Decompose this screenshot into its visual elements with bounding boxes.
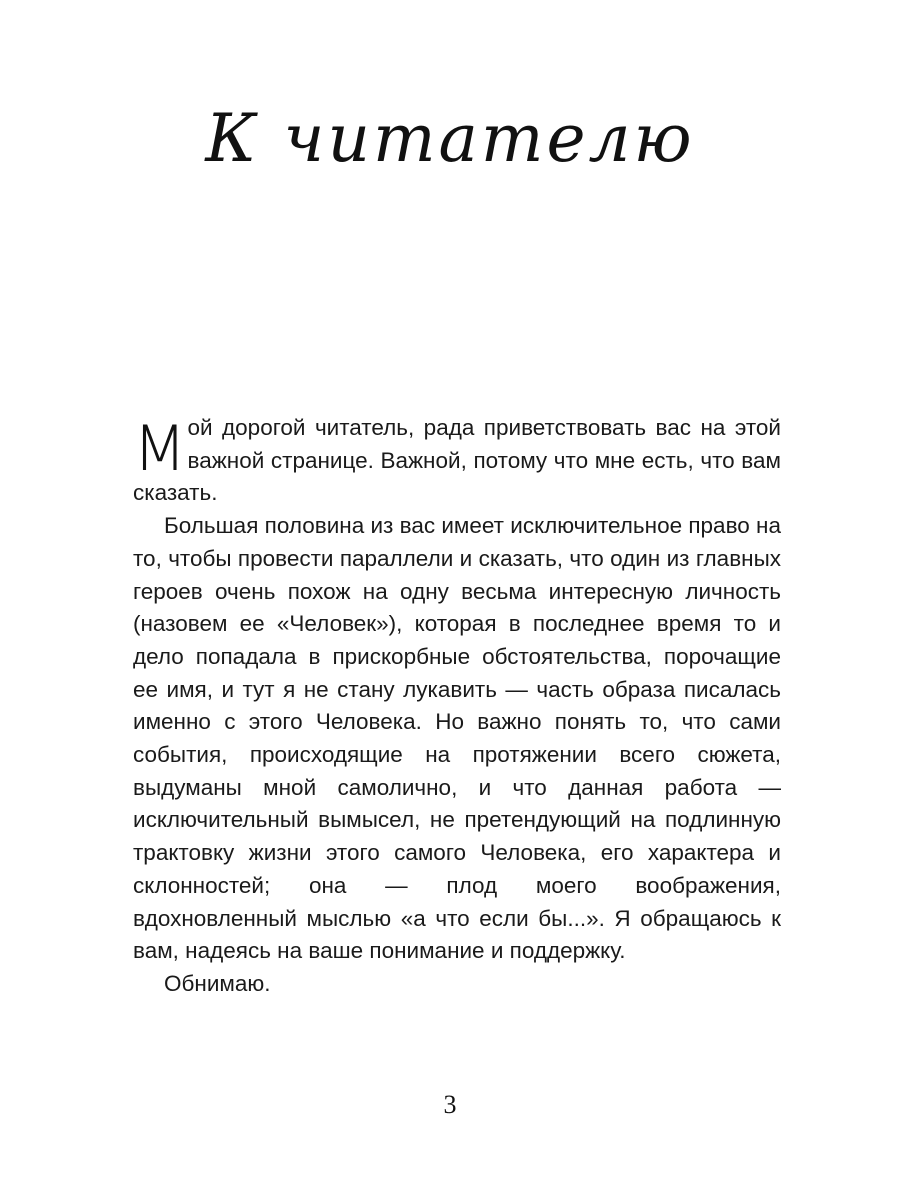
intro-text: ой дорогой читатель, рада приветствовать вас на этой важной странице. Важной, потому что мне есть, что вам сказать.	[133, 415, 781, 506]
drop-cap: М	[133, 412, 186, 485]
intro-paragraph	[133, 412, 781, 510]
main-paragraph: Большая половина из вас имеет исключительное право на то, чтобы провести параллели и сказать, что один из главных героев очень похож на одну весьма интересную личность (назовем ее «Человек»), которая в последнее время то и дело попадала в прискорбные обстоятельства, порочащие ее имя, и тут я не стану лукавить — часть образа писалась именно с этого Человека. Но важно понять то, что сами события, происходящие на протяжении всего сюжета, выдуманы мной самолично, и что данная работа — исключительный вымысел, не претендующий на подлинную трактовку жизни этого самого Человека, его характера и склонностей; она — плод моего воображения, вдохновленный мыслью «а что если бы...». Я обращаюсь к вам, надеясь на ваше понимание и поддержку.	[133, 513, 781, 964]
body-text	[133, 412, 781, 1001]
page-number: 3	[443, 1090, 457, 1119]
closing-paragraph: Обнимаю.	[164, 970, 271, 996]
page-title: К читателю	[205, 100, 695, 177]
